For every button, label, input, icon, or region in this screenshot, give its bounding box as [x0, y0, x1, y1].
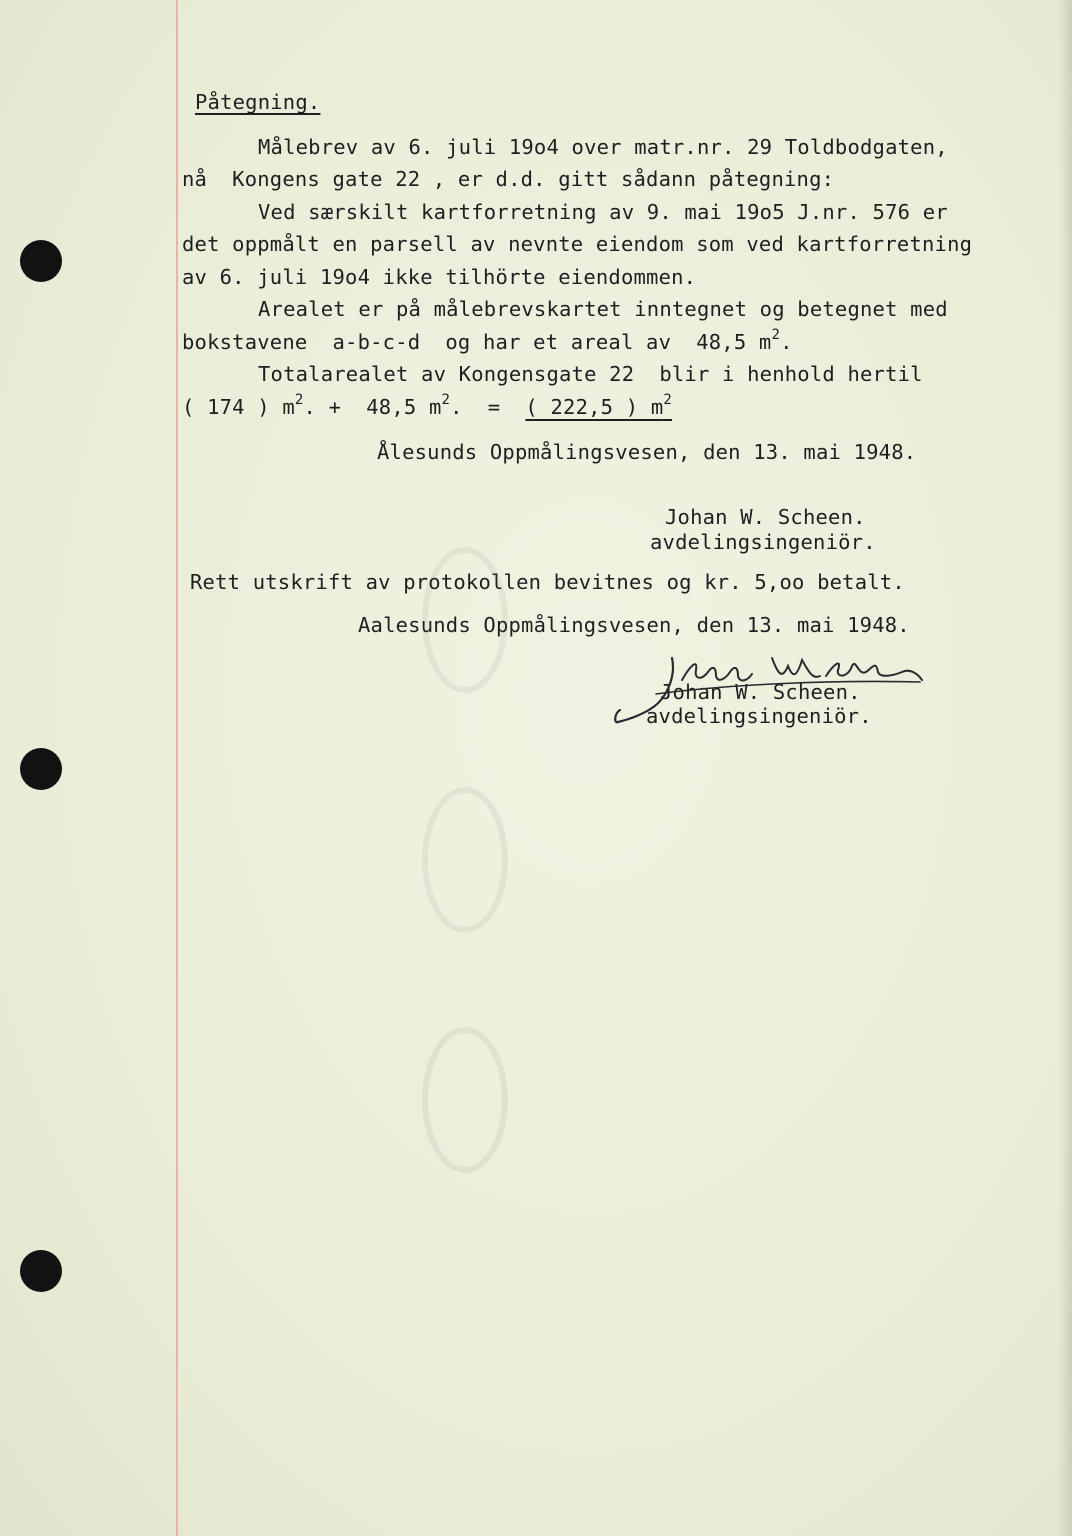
text-line: det oppmålt en parsell av nevnte eiendom som ved kartforretning: [182, 232, 973, 256]
square-superscript: 2: [771, 327, 781, 344]
text-line: Ved særskilt kartforretning av 9. mai 19o5 J.nr. 576 er: [258, 200, 948, 224]
bleed-through-marks: [400, 500, 530, 1300]
signer-name: Johan W. Scheen.: [660, 680, 861, 704]
area-total-value: ( 222,5 ) m: [525, 395, 664, 419]
text-line: Målebrev av 6. juli 19o4 over matr.nr. 29 Toldbodgaten,: [258, 135, 948, 159]
document-heading: Påtegning.: [195, 90, 321, 114]
punch-hole: [20, 748, 62, 790]
handwritten-signature: [612, 636, 932, 736]
text-line: Totalarealet av Kongensgate 22 blir i henhold hertil: [258, 362, 923, 386]
square-superscript: 2: [294, 392, 304, 409]
total-area-line: [182, 392, 673, 419]
abbrev-dot: .: [780, 330, 793, 354]
signer-title: avdelingsingeniör.: [650, 530, 876, 554]
signer-name: Johan W. Scheen.: [665, 505, 866, 529]
place-date-line: Aalesunds Oppmålingsvesen, den 13. mai 1948.: [358, 613, 910, 637]
area-original: ( 174 ) m: [182, 395, 295, 419]
area-added: + 48,5 m: [316, 395, 442, 419]
text-line: nå Kongens gate 22 , er d.d. gitt sådann påtegning:: [182, 167, 835, 191]
equals-sign: =: [462, 395, 526, 419]
area-text: bokstavene a-b-c-d og har et areal av 48,5 m: [182, 330, 772, 354]
square-superscript: 2: [441, 392, 451, 409]
punch-hole: [20, 240, 62, 282]
signer-title: avdelingsingeniör.: [646, 704, 872, 728]
area-line: [182, 327, 793, 354]
certification-line: Rett utskrift av protokollen bevitnes og kr. 5,oo betalt.: [190, 570, 905, 594]
square-superscript: 2: [663, 392, 673, 409]
abbrev-dot: .: [303, 395, 317, 419]
text-line: av 6. juli 19o4 ikke tilhörte eiendommen.: [182, 265, 697, 289]
abbrev-dot: .: [450, 395, 463, 419]
punch-hole: [20, 1250, 62, 1292]
place-date-line: Ålesunds Oppmålingsvesen, den 13. mai 1948.: [377, 440, 917, 464]
area-total: [525, 392, 673, 419]
page-edge-shadow: [1058, 0, 1072, 1536]
red-margin-line: [176, 0, 178, 1536]
text-line: Arealet er på målebrevskartet inntegnet og betegnet med: [258, 297, 948, 321]
